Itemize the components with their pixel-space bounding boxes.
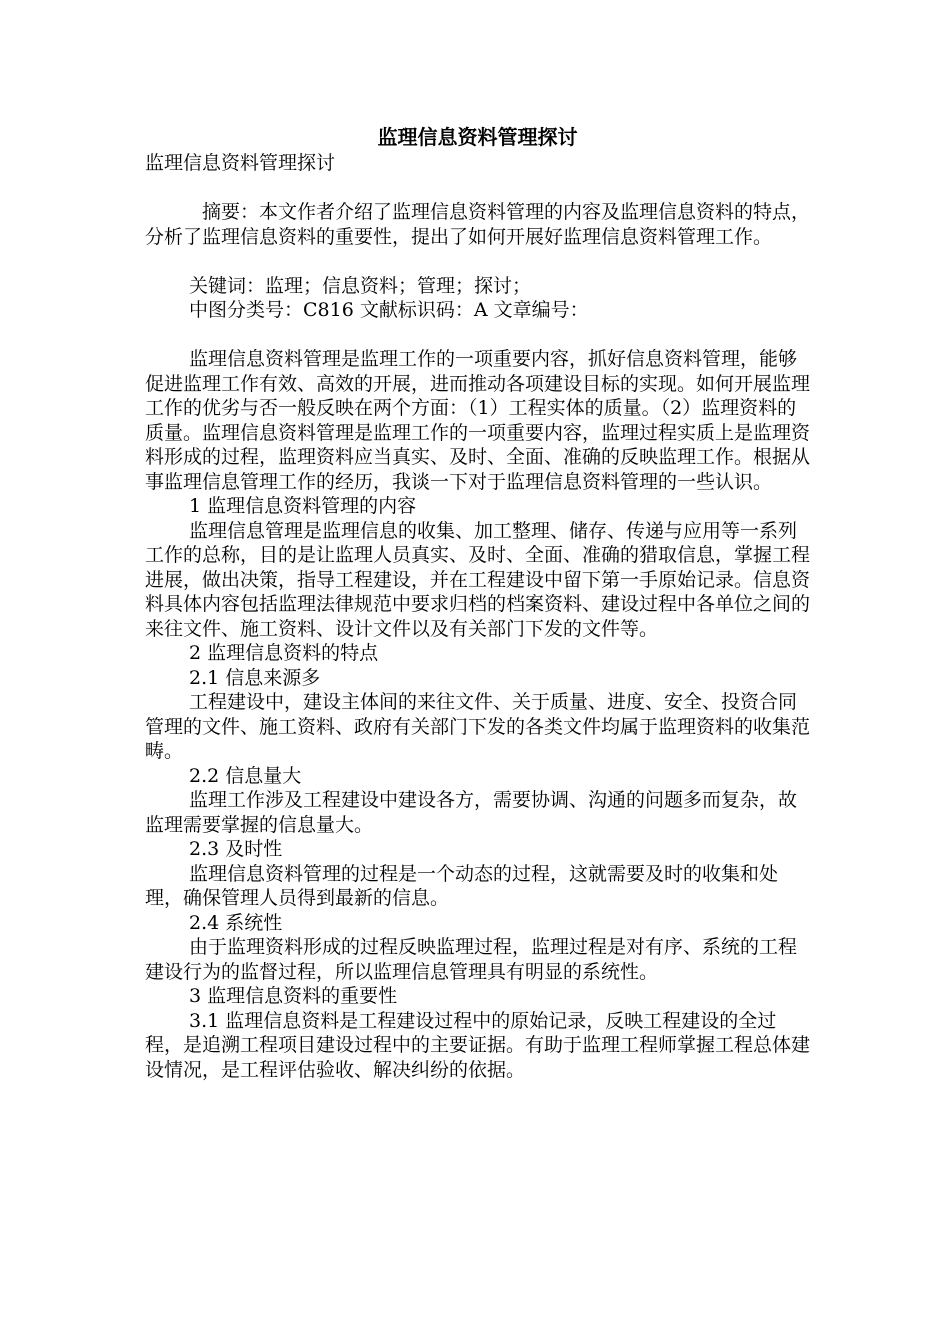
spacer [145,249,810,274]
spacer [145,323,810,348]
section-2-4-body: 由于监理资料形成的过程反映监理过程，监理过程是对有序、系统的工程建设行为的监督过程，所以监理信息管理具有明显的系统性。 [145,936,798,983]
section-2-2-heading: 2.2 信息量大 [189,764,302,787]
section-2-1-heading: 2.1 信息来源多 [189,666,321,689]
keywords-line: 关键词：监理；信息资料；管理；探讨； [189,274,532,297]
section-2-heading: 2 监理信息资料的特点 [189,642,379,664]
section-3-heading: 3 监理信息资料的重要性 [189,985,398,1007]
section-2-3-heading: 2.3 及时性 [189,838,283,860]
document-page [145,124,810,1082]
section-1-body: 监理信息管理是监理信息的收集、加工整理、储存、传递与应用等一系列工作的总称，目的是让监理人员真实、及时、全面、准确的猎取信息，掌握工程进展，做出决策，指导工程建设，并在工程建设中留下第一手原始记录。信息资料具体内容包括监理法律规范中要求归档的档案资料、建设过程中各单位之间的来往文件、施工资料、设计文件以及有关部门下发的文件等。 [145,519,811,640]
intro-paragraph: 监理信息资料管理是监理工作的一项重要内容，抓好信息资料管理，能够促进监理工作有效、高效的开展，进而推动各项建设目标的实现。如何开展监理工作的优劣与否一般反映在两个方面：（1）工程实体的质量。（2）监理资料的质量。监理信息资料管理是监理工作的一项重要内容，监理过程实质上是监理资料形成的过程，监理资料应当真实、及时、全面、准确的反映监理工作。根据从事监理信息管理工作的经历，我谈一下对于监理信息资料管理的一些认识。 [145,348,811,493]
section-1-heading: 1 监理信息资料管理的内容 [189,495,417,517]
section-2-1-body: 工程建设中，建设主体间的来往文件、关于质量、进度、安全、投资合同管理的文件、施工资料、政府有关部门下发的各类文件均属于监理资料的收集范畴。 [145,691,811,762]
spacer [145,176,810,201]
abstract-paragraph: 摘要：本文作者介绍了监理信息资料管理的内容及监理信息资料的特点，分析了监理信息资料的重要性，提出了如何开展好监理信息资料管理工作。 [145,201,811,248]
document-title: 监理信息资料管理探讨 [377,125,578,149]
section-2-2-body: 监理工作涉及工程建设中建设各方，需要协调、沟通的问题多而复杂，故监理需要掌握的信息量大。 [145,789,798,836]
section-3-1-body: 3.1 监理信息资料是工程建设过程中的原始记录，反映工程建设的全过程，是追溯工程项目建设过程中的主要证据。有助于监理工程师掌握工程总体建设情况，是工程评估验收、解决纠纷的依据。 [145,1009,811,1081]
document-subtitle: 监理信息资料管理探讨 [145,152,336,174]
section-2-4-heading: 2.4 系统性 [189,911,283,934]
section-2-3-body: 监理信息资料管理的过程是一个动态的过程，这就需要及时的收集和处理，确保管理人员得到最新的信息。 [145,862,779,909]
classification-line: 中图分类号：C816 文献标识码：A 文章编号： [189,299,589,321]
